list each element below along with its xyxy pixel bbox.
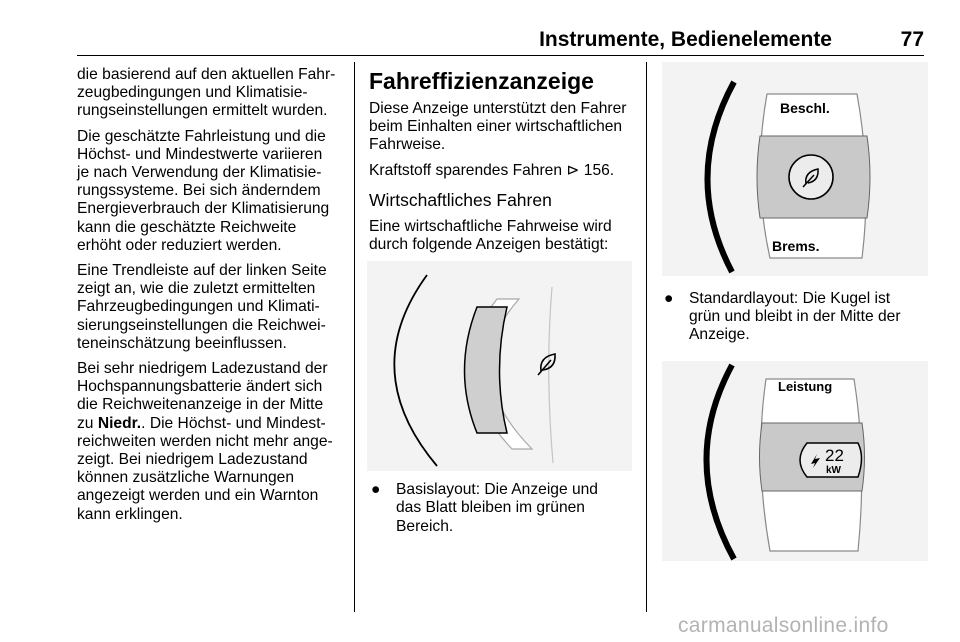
paragraph-trend-bar: Eine Trendleiste auf der linken Seite zeigt an, wie die zuletzt ermittelten Fahrzeugbedingungen und Klimati- sierungseinstellungen die Reichwei- teneinschätzung beeinflussen. [77, 262, 327, 352]
cross-reference: Kraftstoff sparendes Fahren ⊳ 156. [369, 161, 615, 179]
subsection-intro: Eine wirtschaftliche Fahrweise wird durch folgende Anzeigen bestätigt: [369, 217, 612, 254]
column-middle [369, 66, 634, 536]
header-title: Instrumente, Bedienelemente [539, 28, 832, 51]
bullet-icon: ● [371, 481, 381, 499]
power-gauge-left-arc [706, 365, 734, 559]
bullet-icon: ● [664, 290, 674, 307]
page-reference-arrow-icon: ⊳ [566, 161, 580, 179]
figure-power-display [662, 361, 928, 561]
power-value: 22 [825, 445, 844, 465]
gauge-right-boundary [549, 287, 553, 463]
paragraph-range-estimate: die basierend auf den aktuellen Fahr- zeugbedingungen und Klimatisie- rungseinstellungen ermittelt wurden. [77, 66, 336, 120]
gauge-outer-arc [394, 275, 437, 466]
gauge-top-label: Beschl. [780, 100, 830, 116]
bullet-standard-layout: ● Standardlayout: Die Kugel ist grün und bleibt in der Mitte der Anzeige. [664, 290, 901, 344]
column-right [662, 62, 932, 561]
gauge-green-zone [465, 307, 508, 433]
section-intro: Diese Anzeige unterstützt den Fahrer beim Einhalten einer wirtschaftlichen Fahrweise. [369, 100, 627, 154]
power-label: Leistung [778, 378, 833, 394]
paragraph-low-charge: Bei sehr niedrigem Ladezustand der Hochspannungsbatterie ändert sich die Reichweitenanzeige in der Mitte zu Niedr.. Die Höchst- und Mindest- reichweiten werden nicht mehr ange- zeigt. Bei niedrigem Ladezustand können zusätzliche Warnungen angezeigt werden und ein Warnton kann erklingen. [77, 360, 333, 523]
efficiency-ball [789, 155, 833, 199]
section-title: Fahreffizienzanzeige [369, 68, 594, 94]
bullet-basic-layout: ● Basislayout: Die Anzeige und das Blatt bleiben im grünen Bereich. [371, 481, 598, 535]
footer-watermark: carmanualsonline.info [678, 614, 889, 637]
basic-gauge-illustration [367, 261, 632, 471]
leaf-icon [538, 354, 555, 375]
column-divider-right [646, 62, 647, 612]
subsection-title: Wirtschaftliches Fahren [369, 189, 552, 210]
header-rule [77, 55, 924, 56]
standard-gauge-illustration [662, 62, 928, 276]
figure-standard-layout [662, 62, 928, 276]
page-header [0, 26, 960, 56]
column-left [77, 66, 345, 531]
column-divider-left [354, 62, 355, 612]
gauge-left-arc [707, 82, 734, 272]
gauge-bottom-label: Brems. [772, 238, 820, 254]
power-unit: kW [826, 464, 841, 476]
figure-basic-layout [367, 261, 632, 471]
page-number: 77 [900, 28, 924, 51]
low-indicator-term: Niedr. [97, 414, 142, 432]
power-gauge-illustration [662, 361, 928, 561]
paragraph-range-variation: Die geschätzte Fahrleistung und die Höchst- und Mindestwerte variieren je nach Verwendung der Klimatisie- rungssysteme. Bei sich änderndem Energieverbrauch der Klimatisierung kann die geschätzte Reichweite erhöht oder reduziert werden. [77, 127, 330, 254]
